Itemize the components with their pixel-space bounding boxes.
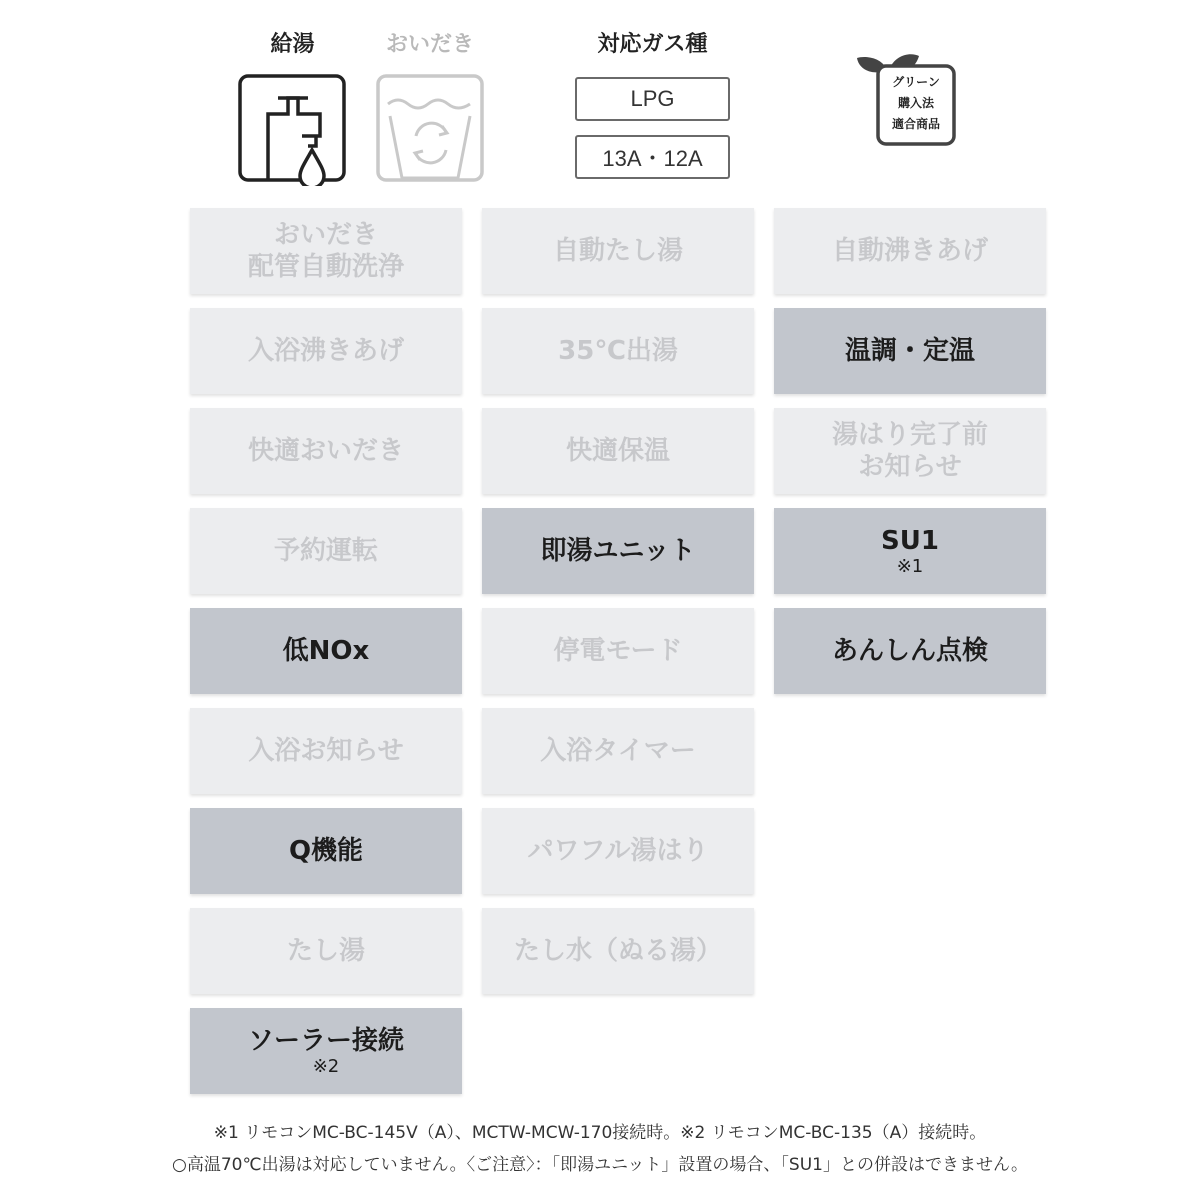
feature-tile-teiden-mode [482, 608, 754, 694]
feature-label: たし水（ぬる湯） [513, 936, 722, 966]
feature-label: 配管自動洗浄 [247, 252, 404, 282]
feature-label: たし湯 [286, 936, 365, 966]
feature-tile-kaiteki-hoon [482, 408, 754, 494]
feature-note: ※2 [312, 1056, 340, 1077]
badge-line-1: グリーン [892, 75, 940, 89]
reheat-bath-icon [376, 74, 486, 190]
feature-tile-tashiyu [190, 908, 462, 994]
feature-label: 温調・定温 [844, 336, 975, 366]
feature-label: 自動沸きあげ [831, 236, 988, 266]
feature-tile-yuhari-mae [774, 408, 1046, 494]
feature-label: 入浴タイマー [540, 736, 696, 766]
feature-tile-yoyaku-unten [190, 508, 462, 594]
feature-label: SU1 [881, 526, 939, 556]
feature-label: 低NOx [282, 636, 370, 666]
kyuto-label: 給湯 [270, 32, 315, 57]
feature-label: ソーラー接続 [247, 1026, 404, 1056]
feature-tile-kaiteki-oidaki [190, 408, 462, 494]
feature-tile-onchou-teion [774, 308, 1046, 394]
green-purchase-badge [849, 48, 959, 152]
feature-tile-solar [190, 1008, 462, 1094]
feature-tile-jido-wakiage [774, 208, 1046, 294]
feature-tile-oidaki-haikan [190, 208, 462, 294]
oidaki-label: おいだき [385, 32, 474, 57]
feature-tile-tashimizu [482, 908, 754, 994]
faucet-icon [238, 74, 348, 190]
feature-label: 自動たし湯 [552, 236, 683, 266]
feature-label: あんしん点検 [831, 636, 988, 666]
feature-label: おいだき [273, 220, 378, 250]
feature-tile-nyuyoku-timer [482, 708, 754, 794]
feature-tile-jido-tashiyu [482, 208, 754, 294]
feature-label: 予約運転 [273, 536, 378, 566]
feature-tile-q-kinou [190, 808, 462, 894]
feature-tile-powerful-yuhari [482, 808, 754, 894]
feature-tile-nyuyoku-wakiage [190, 308, 462, 394]
feature-note: ※1 [896, 556, 924, 577]
feature-label: Q機能 [288, 836, 364, 866]
badge-line-2: 購入法 [897, 96, 934, 110]
feature-tile-low-nox [190, 608, 462, 694]
feature-label: 35℃出湯 [558, 336, 678, 366]
feature-label: 快適おいだき [247, 436, 404, 466]
feature-label: 入浴お知らせ [248, 736, 404, 766]
feature-tile-anshin-tenken [774, 608, 1046, 694]
feature-tile-35c-deyu [482, 308, 754, 394]
gas-type-lpg: LPG [575, 77, 730, 121]
feature-tile-su1 [774, 508, 1046, 594]
feature-label: お知らせ [858, 452, 962, 482]
feature-label: パワフル湯はり [527, 836, 709, 866]
gas-type-13a-12a: 13A・12A [575, 135, 730, 179]
feature-label: 湯はり完了前 [831, 420, 988, 450]
feature-label: 快適保温 [565, 436, 670, 466]
feature-label: 入浴沸きあげ [247, 336, 404, 366]
feature-label: 即湯ユニット [540, 536, 696, 566]
feature-tile-sokuyu-unit [482, 508, 754, 594]
feature-label: 停電モード [553, 636, 683, 666]
gas-type-title: 対応ガス種 [597, 32, 708, 57]
badge-line-3: 適合商品 [891, 117, 940, 131]
footnote-1: ※1 リモコンMC-BC-145V（A）、MCTW-MCW-170接続時。※2 リモコンMC-BC-135（A）接続時。 [213, 1123, 987, 1143]
footnote-2: ○高温70℃出湯は対応していません。〈ご注意〉：「即湯ユニット」設置の場合、「SU1」との併設はできません。 [172, 1155, 1028, 1175]
feature-tile-nyuyoku-oshirase [190, 708, 462, 794]
